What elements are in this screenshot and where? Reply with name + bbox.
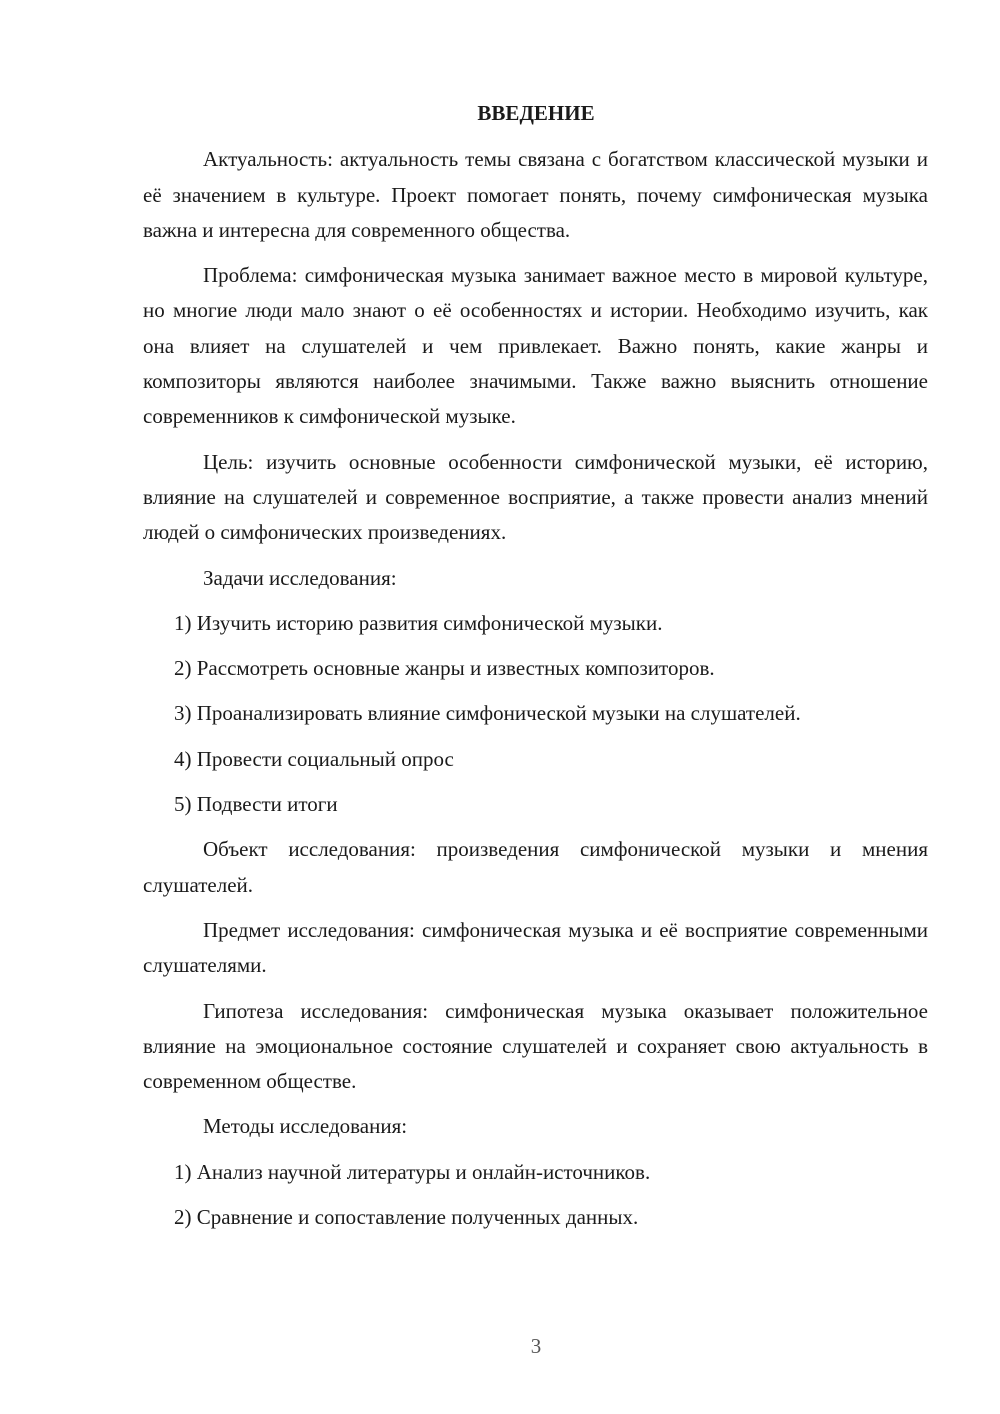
paragraph-goal: Цель: изучить основные особенности симфонической музыки, её историю, влияние на слушателей и современное восприятие, а также провести анализ мнений людей о симфонических произведениях. [143,449,928,545]
task-item-3: 3) Проанализировать влияние симфонической музыки на слушателей. [174,701,801,726]
paragraph-subject: Предмет исследования: симфоническая музыка и её восприятие современными слушателями. [143,917,928,978]
page-title: ВВЕДЕНИЕ [477,101,595,125]
task-item-1: 1) Изучить историю развития симфонической музыки. [174,610,663,635]
paragraph-hypothesis: Гипотеза исследования: симфоническая музыка оказывает положительное влияние на эмоциональное состояние слушателей и сохраняет свою актуальность в современном обществе. [143,998,928,1094]
page-number: 3 [530,1334,542,1358]
tasks-heading: Задачи исследования: [203,565,397,590]
method-item-1: 1) Анализ научной литературы и онлайн-источников. [174,1159,651,1184]
paragraph-relevance: Актуальность: актуальность темы связана с богатством классической музыки и её значением в культуре. Проект помогает понять, почему симфоническая музыка важна и интересна для современного общества. [143,147,928,242]
method-item-2: 2) Сравнение и сопоставление полученных данных. [174,1205,639,1230]
paragraph-problem: Проблема: симфоническая музыка занимает важное место в мировой культуре, но многие люди мало знают о её особенностях и истории. Необходимо изучить, как она влияет на слушателей и чем привлекает. Важно понять, какие жанры и композиторы являются наиболее значимыми. Также важно выяснить отношение современников к симфонической музыке. [143,263,928,429]
task-item-2: 2) Рассмотреть основные жанры и известных композиторов. [174,656,715,681]
task-item-5: 5) Подвести итоги [174,792,338,817]
document-page [143,96,928,1245]
methods-heading: Методы исследования: [203,1114,408,1139]
paragraph-object: Объект исследования: произведения симфонической музыки и мнения слушателей. [143,837,928,897]
task-item-4: 4) Провести социальный опрос [174,746,454,771]
